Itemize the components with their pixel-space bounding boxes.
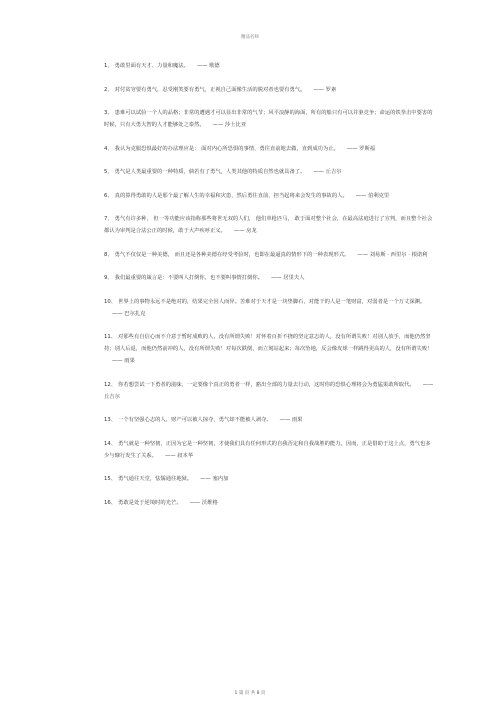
quote-text: 一个有坚强心志的人，财产可以被人掠夺，勇气却不能被人剥夺。 bbox=[118, 417, 272, 423]
quote-item bbox=[104, 190, 434, 202]
quote-item bbox=[104, 414, 434, 426]
quote-item bbox=[104, 296, 434, 320]
quote-number: 14、 bbox=[104, 440, 117, 447]
quote-text: 你若想尝试一下勇者的滋味，一定要像个真正的勇者一样，豁出全部的力量去行动，这时你的恐惧心理将会为勇猛果敢所取代。 bbox=[118, 381, 415, 388]
quote-text: 勇敢里面有天才、力量和魔法。 bbox=[114, 63, 189, 69]
quote-author: —— 雨果 bbox=[112, 358, 135, 364]
quote-number: 6、 bbox=[104, 192, 113, 199]
quote-number: 4、 bbox=[104, 145, 113, 152]
quote-item bbox=[104, 438, 434, 462]
quote-author: —— 罗斯福 bbox=[346, 145, 375, 152]
quote-number: 11、 bbox=[104, 334, 117, 340]
quote-author: —— 罗素 bbox=[313, 86, 337, 93]
quote-author: —— 巴尔扎克 bbox=[112, 310, 146, 317]
quote-number: 16、 bbox=[104, 499, 117, 506]
quote-number: 1、 bbox=[104, 63, 113, 69]
quote-number: 12、 bbox=[104, 381, 117, 388]
quote-number: 15、 bbox=[104, 476, 117, 482]
quote-item bbox=[104, 249, 434, 261]
quote-item bbox=[104, 473, 434, 485]
quote-author: —— 丘吉尔 bbox=[313, 169, 342, 175]
quote-text: 世界上的事物永远不是绝对的，结果完全因人而异。苦难对于天才是一块垫脚石，对能干的人是一笔财富，对弱者是一个万丈深渊。 bbox=[118, 298, 426, 305]
quote-number: 10、 bbox=[104, 298, 117, 305]
quote-author: —— 莎士比亚 bbox=[212, 122, 247, 128]
quote-text: 勇气是人类最重要的一种特质，倘若有了勇气，人类其他的特质自然也就具备了。 bbox=[114, 169, 306, 175]
quote-text: 对付贫穷要有勇气，忍受刚笑要有勇气，正视自己面像生活的脱对者也要有勇气。 bbox=[114, 86, 306, 93]
quote-item bbox=[104, 143, 434, 155]
quote-text: 勇敢是处于逆境时的光芒。 bbox=[118, 499, 182, 506]
quote-number: 5、 bbox=[104, 169, 113, 175]
quote-item bbox=[104, 107, 434, 131]
quote-author: —— 刘易斯 · 西里尔 · 根诺利 bbox=[357, 251, 428, 258]
quote-number: 2、 bbox=[104, 86, 113, 93]
quote-list bbox=[104, 60, 434, 520]
quote-text: 勇气不仅仅是一种美德， 而且还是各种美德在经受考验时，也即在最逼真的情形下的一种表现形式。 bbox=[114, 251, 350, 258]
quote-item bbox=[104, 166, 434, 178]
quote-number: 13、 bbox=[104, 417, 117, 423]
quote-number: 9、 bbox=[104, 275, 113, 281]
quote-text: 对那些有自信心而不介意于暂时成败的人，没有所谓失败！对怀着百折不挠的坚定意志的人，没有所谓失败！对别人放手，而他仍然坚持；别人后退，而他仍然前冲的人，没有所谓失败！对每次跌倒，而立刻站起来；每次坠地，反会像皮球一样跳得更高的人，没有所谓失败！ bbox=[104, 334, 433, 352]
quote-author: —— 歌德 bbox=[196, 63, 220, 69]
quote-author: —— 雨果 bbox=[279, 417, 303, 423]
quote-text: 患难可以试验一个人的品格；非常的遭遇才可以显出非常的气节；风平浪静的海面，所有的船只有可以并驱竞争；命运的铁拳击中要害的时候，只有大勇大智的人才能够处之泰然。 bbox=[104, 110, 433, 128]
quote-item bbox=[104, 213, 434, 237]
quote-text: 我认为克服恐惧最好的办法理应是： 面对内心所恐惧的事情，勇往直前地去做，直到成功为止。 bbox=[114, 145, 339, 152]
quote-author: —— 叔本华 bbox=[164, 452, 194, 459]
quote-number: 3、 bbox=[104, 110, 113, 116]
quote-author: —— 伯利克里 bbox=[355, 192, 390, 199]
quote-text: 勇气通往天堂，怯懦通往地狱。 bbox=[118, 476, 193, 482]
quote-author: —— 丘吉尔 bbox=[104, 381, 434, 400]
quote-text: 真的算得勇敢的人是那个最了解人生的幸福和灾患，然后勇往直前，担当起将来会发生的事故的人。 bbox=[114, 192, 348, 199]
quote-text: 勇气有许多种， 但一等功能应该指称那些将世无双的人们， 他们单枪匹马， 敢于面对整个社会，在最高法庭进行了宣判，而且整个社会都认为审判是合法公正的时候，敢于大声疾呼正义。 bbox=[104, 216, 433, 234]
page-footer: 1 第 页 共 8 页 bbox=[234, 691, 266, 696]
quote-item bbox=[104, 84, 434, 96]
quote-text: 我们最重要的箴言是：不要叫人打倒你，也不要叫事情打倒你。 bbox=[114, 275, 263, 281]
quote-item bbox=[104, 60, 434, 72]
quote-item bbox=[104, 497, 434, 509]
quote-text: 勇气就是一种坚韧，正因为它是一种坚韧，才使我们具有任何形式的自我否定和自我战胜的能力。因而，正是借助于这上点，勇气也多少与慷行发生了关系。 bbox=[104, 440, 431, 459]
quote-number: 8、 bbox=[104, 251, 113, 258]
quote-author: —— 沃维格 bbox=[189, 499, 218, 506]
quote-author: —— 塞内加 bbox=[200, 476, 229, 482]
quote-item bbox=[104, 331, 434, 367]
quote-item bbox=[104, 379, 434, 403]
quote-item bbox=[104, 272, 434, 284]
page-header: 精品名师 bbox=[241, 35, 259, 40]
quote-author: —— 房龙 bbox=[233, 228, 257, 234]
quote-number: 7、 bbox=[104, 216, 113, 222]
quote-author: —— 居里夫人 bbox=[271, 275, 305, 281]
